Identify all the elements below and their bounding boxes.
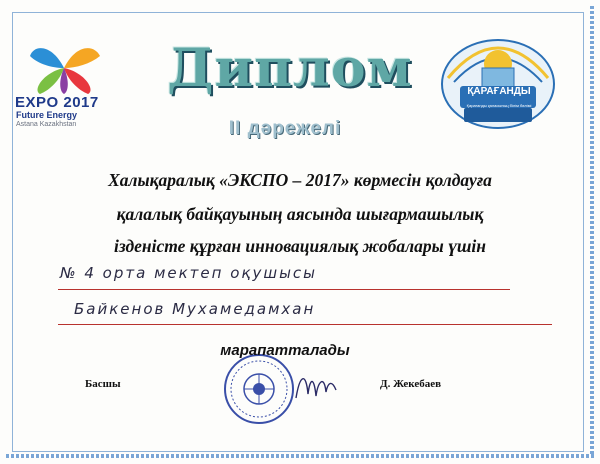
bottom-border-pattern <box>6 454 594 458</box>
karaganda-emblem-icon <box>418 24 578 132</box>
emblem-city-name: ҚАРАҒАНДЫ <box>467 86 531 97</box>
fill-line-1 <box>58 289 510 290</box>
awarded-text: марапатталады <box>220 342 350 359</box>
diploma-title: Диплом <box>167 38 413 99</box>
award-text-line-2: қалалық байқауының аясында шығармашылық <box>116 204 484 224</box>
emblem-org-text: Қарағанды қаласының білім бөлімі <box>466 103 532 108</box>
head-label: Басшы <box>85 378 121 390</box>
expo-logo-subtitle: Future Energy <box>16 110 78 120</box>
right-border-pattern <box>590 6 594 456</box>
fill-line-2 <box>58 324 552 325</box>
award-text-line-1: Халықаралық «ЭКСПО – 2017» көрмесін қолдауға <box>108 170 492 190</box>
recipient-name-handwritten: Байкенов Мухамедамхан <box>74 300 316 318</box>
handwritten-signature-icon <box>290 368 340 404</box>
award-text-line-3: ізденісте құрған инновациялық жобалары үшін <box>113 236 487 256</box>
signer-name: Д. Жекебаев <box>380 378 442 390</box>
expo-logo-title: EXPO 2017 <box>15 94 99 111</box>
recipient-school-handwritten: № 4 орта мектеп оқушысы <box>60 264 317 282</box>
official-seal-icon <box>222 352 296 426</box>
diploma-degree: II дәрежелі <box>228 118 342 139</box>
expo-logo-location: Astana Kazakhstan <box>16 121 77 128</box>
